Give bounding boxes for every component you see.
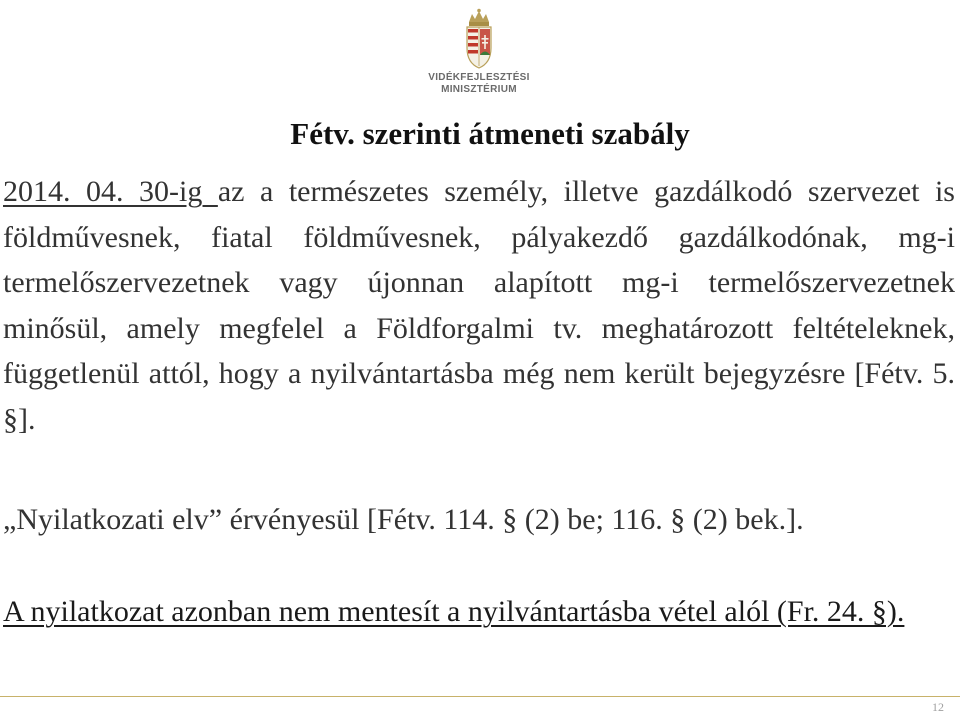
hungarian-coat-of-arms-icon [461, 8, 497, 70]
footer-divider [0, 696, 960, 697]
logo-line-2: MINISZTÉRIUM [441, 84, 517, 95]
paragraph-body: az a természetes személy, illetve gazdálkodó szervezet is földművesnek, fiatal földművesnek, pályakezdő gazdálkodónak, mg-i termelőszervezetnek vagy újonnan alapított mg-i termelőszervezetnek minősül, amely megfelel a Földforgalmi tv. meghatározott feltételeknek, függetlenül attól, hogy a nyilvántartásba még nem került bejegyzésre [Fétv. 5. §]. [3, 175, 955, 436]
slide-title: Fétv. szerinti átmeneti szabály [290, 116, 690, 151]
paragraph-exemption [3, 589, 955, 635]
logo-line-1: VIDÉKFEJLESZTÉSI [428, 72, 530, 83]
paragraph-declaration-principle: „Nyilatkozati elv” érvényesül [Fétv. 114. § (2) be; 116. § (2) bek.]. [3, 503, 804, 536]
exemption-text: A nyilatkozat azonban nem mentesít a nyilvántartásba vétel alól (Fr. 24. §). [3, 595, 905, 628]
paragraph-transitional-rule [3, 169, 955, 442]
page-number: 12 [932, 700, 944, 714]
date-underlined: 2014. 04. 30-ig [3, 175, 218, 208]
ministry-logo [414, 8, 544, 100]
